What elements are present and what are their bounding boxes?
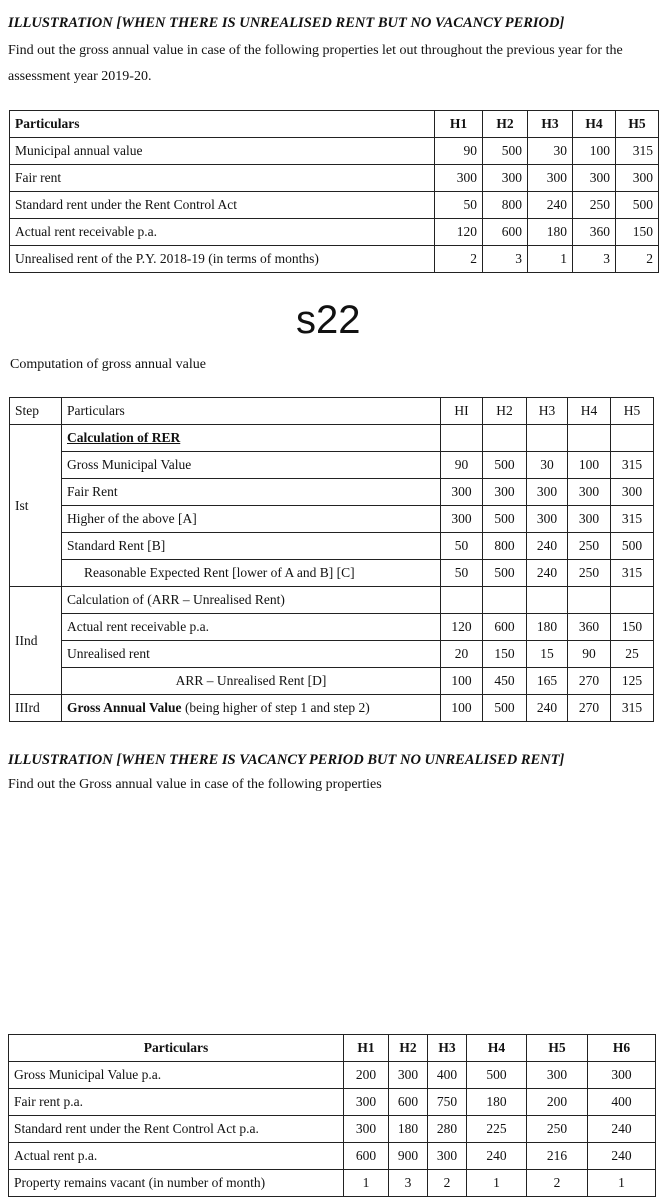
cell: 240 [588, 1116, 656, 1143]
cell: 250 [568, 560, 611, 587]
row-label: Standard Rent [B] [62, 533, 441, 560]
cell: 250 [527, 1116, 588, 1143]
table-row [10, 560, 654, 587]
table-row [10, 668, 654, 695]
gav-label-rest: (being higher of step 1 and step 2) [181, 700, 370, 715]
table-row [10, 425, 654, 452]
cell: 500 [483, 560, 527, 587]
table-row [10, 695, 654, 722]
table-row [9, 1116, 656, 1143]
cell: 150 [611, 614, 654, 641]
cell: 315 [611, 452, 654, 479]
cell: 30 [528, 138, 573, 165]
section-heading: Calculation of RER [62, 425, 441, 452]
cell: 20 [441, 641, 483, 668]
cell: 50 [441, 533, 483, 560]
cell: 900 [389, 1143, 428, 1170]
row-label: Actual rent receivable p.a. [10, 219, 435, 246]
cell: 500 [483, 138, 528, 165]
cell: 300 [483, 165, 528, 192]
step-label: IIIrd [10, 695, 62, 722]
row-label: Higher of the above [A] [62, 506, 441, 533]
column-header: H2 [483, 111, 528, 138]
cell: 2 [435, 246, 483, 273]
cell: 3 [573, 246, 616, 273]
cell: 100 [441, 668, 483, 695]
column-header: Step [10, 398, 62, 425]
row-label: Unrealised rent of the P.Y. 2018-19 (in terms of months) [10, 246, 435, 273]
column-header: H4 [467, 1035, 527, 1062]
cell: 50 [435, 192, 483, 219]
cell: 216 [527, 1143, 588, 1170]
illustration2-title: ILLUSTRATION [WHEN THERE IS VACANCY PERIOD BUT NO UNREALISED RENT] [8, 752, 565, 768]
cell: 750 [428, 1089, 467, 1116]
row-label: Fair rent p.a. [9, 1089, 344, 1116]
cell: 600 [389, 1089, 428, 1116]
cell: 400 [428, 1062, 467, 1089]
cell: 1 [467, 1170, 527, 1197]
cell: 90 [435, 138, 483, 165]
cell: 240 [528, 192, 573, 219]
cell: 2 [616, 246, 659, 273]
rent-table [9, 110, 659, 273]
cell: 500 [483, 452, 527, 479]
table-row [10, 219, 659, 246]
cell: 2 [428, 1170, 467, 1197]
column-header: H1 [344, 1035, 389, 1062]
cell: 270 [568, 668, 611, 695]
column-header: H5 [527, 1035, 588, 1062]
cell: 270 [568, 695, 611, 722]
cell: 300 [389, 1062, 428, 1089]
table-row [10, 452, 654, 479]
cell: 500 [467, 1062, 527, 1089]
row-label: Fair rent [10, 165, 435, 192]
table-row [10, 614, 654, 641]
cell: 500 [483, 695, 527, 722]
computation-caption: Computation of gross annual value [10, 357, 206, 372]
illustration1-text: Find out the gross annual value in case of the following properties let out throughout the previous year for the assessment year 2019-20. [8, 43, 623, 84]
column-header: H4 [573, 111, 616, 138]
row-label: Gross Municipal Value p.a. [9, 1062, 344, 1089]
table-row [10, 506, 654, 533]
cell: 300 [616, 165, 659, 192]
cell: 240 [527, 560, 568, 587]
cell: 300 [527, 506, 568, 533]
table-row [10, 641, 654, 668]
cell: 240 [527, 695, 568, 722]
cell: 100 [568, 452, 611, 479]
cell: 315 [611, 695, 654, 722]
cell: 500 [483, 506, 527, 533]
cell: 100 [441, 695, 483, 722]
cell: 150 [616, 219, 659, 246]
cell: 120 [441, 614, 483, 641]
vacancy-table [8, 1034, 656, 1197]
cell: 500 [611, 533, 654, 560]
cell: 180 [528, 219, 573, 246]
cell: 2 [527, 1170, 588, 1197]
cell: 250 [573, 192, 616, 219]
cell: 600 [344, 1143, 389, 1170]
column-header: H2 [483, 398, 527, 425]
illustration1-title: ILLUSTRATION [WHEN THERE IS UNREALISED RENT BUT NO VACANCY PERIOD] [8, 15, 565, 31]
cell: 300 [568, 506, 611, 533]
cell: 300 [344, 1116, 389, 1143]
cell: 150 [483, 641, 527, 668]
column-header: H3 [528, 111, 573, 138]
cell: 90 [568, 641, 611, 668]
column-header: H3 [527, 398, 568, 425]
table-header-row [10, 398, 654, 425]
row-label: Actual rent p.a. [9, 1143, 344, 1170]
cell: 360 [568, 614, 611, 641]
cell: 300 [573, 165, 616, 192]
cell: 300 [441, 479, 483, 506]
cell: 200 [344, 1062, 389, 1089]
cell: 300 [528, 165, 573, 192]
cell: 1 [588, 1170, 656, 1197]
row-label: Gross Municipal Value [62, 452, 441, 479]
row-label: Unrealised rent [62, 641, 441, 668]
row-label: Reasonable Expected Rent [lower of A and B] [C] [62, 560, 441, 587]
cell: 300 [588, 1062, 656, 1089]
cell: 300 [527, 479, 568, 506]
cell: 240 [527, 533, 568, 560]
cell: 1 [528, 246, 573, 273]
cell: 125 [611, 668, 654, 695]
row-label: Fair Rent [62, 479, 441, 506]
cell: 300 [568, 479, 611, 506]
cell: 300 [483, 479, 527, 506]
cell: 180 [527, 614, 568, 641]
cell: 50 [441, 560, 483, 587]
cell: 100 [573, 138, 616, 165]
table-row [10, 587, 654, 614]
column-header: HI [441, 398, 483, 425]
computation-table [9, 397, 654, 722]
cell: 240 [588, 1143, 656, 1170]
row-label: ARR – Unrealised Rent [D] [62, 668, 441, 695]
cell: 1 [344, 1170, 389, 1197]
cell: 360 [573, 219, 616, 246]
table-row [10, 533, 654, 560]
cell: 800 [483, 533, 527, 560]
cell: 300 [441, 506, 483, 533]
table-row [10, 246, 659, 273]
table-row [10, 192, 659, 219]
watermark-label: s22 [296, 298, 361, 342]
cell: 180 [389, 1116, 428, 1143]
table-header-row [10, 111, 659, 138]
column-header: H4 [568, 398, 611, 425]
gav-label-bold: Gross Annual Value [67, 700, 182, 715]
cell: 120 [435, 219, 483, 246]
cell: 225 [467, 1116, 527, 1143]
cell: 3 [389, 1170, 428, 1197]
column-header: H5 [616, 111, 659, 138]
cell: 165 [527, 668, 568, 695]
column-header: H1 [435, 111, 483, 138]
section-heading: Calculation of (ARR – Unrealised Rent) [62, 587, 441, 614]
column-header: H2 [389, 1035, 428, 1062]
row-label: Standard rent under the Rent Control Act [10, 192, 435, 219]
cell: 450 [483, 668, 527, 695]
cell: 315 [611, 560, 654, 587]
row-label: Actual rent receivable p.a. [62, 614, 441, 641]
illustration2-text: Find out the Gross annual value in case of the following properties [8, 777, 382, 792]
row-label: Standard rent under the Rent Control Act p.a. [9, 1116, 344, 1143]
row-label [62, 695, 441, 722]
cell: 3 [483, 246, 528, 273]
step-label: IInd [10, 587, 62, 695]
column-header: Particulars [10, 111, 435, 138]
cell: 315 [611, 506, 654, 533]
table-row [9, 1062, 656, 1089]
table-header-row [9, 1035, 656, 1062]
cell: 280 [428, 1116, 467, 1143]
table-row [9, 1143, 656, 1170]
cell: 300 [527, 1062, 588, 1089]
column-header: Particulars [9, 1035, 344, 1062]
cell: 30 [527, 452, 568, 479]
cell: 500 [616, 192, 659, 219]
table-row [10, 138, 659, 165]
row-label: Property remains vacant (in number of month) [9, 1170, 344, 1197]
column-header: Particulars [62, 398, 441, 425]
cell: 600 [483, 219, 528, 246]
table-row [10, 479, 654, 506]
cell: 240 [467, 1143, 527, 1170]
cell: 300 [428, 1143, 467, 1170]
cell: 90 [441, 452, 483, 479]
table-row [9, 1170, 656, 1197]
row-label: Municipal annual value [10, 138, 435, 165]
cell: 180 [467, 1089, 527, 1116]
cell: 400 [588, 1089, 656, 1116]
cell: 300 [344, 1089, 389, 1116]
column-header: H6 [588, 1035, 656, 1062]
cell: 315 [616, 138, 659, 165]
column-header: H5 [611, 398, 654, 425]
table-row [9, 1089, 656, 1116]
table-row [10, 165, 659, 192]
column-header: H3 [428, 1035, 467, 1062]
cell: 250 [568, 533, 611, 560]
cell: 200 [527, 1089, 588, 1116]
cell: 300 [435, 165, 483, 192]
cell: 600 [483, 614, 527, 641]
step-label: Ist [10, 425, 62, 587]
cell: 25 [611, 641, 654, 668]
cell: 300 [611, 479, 654, 506]
cell: 15 [527, 641, 568, 668]
cell: 800 [483, 192, 528, 219]
